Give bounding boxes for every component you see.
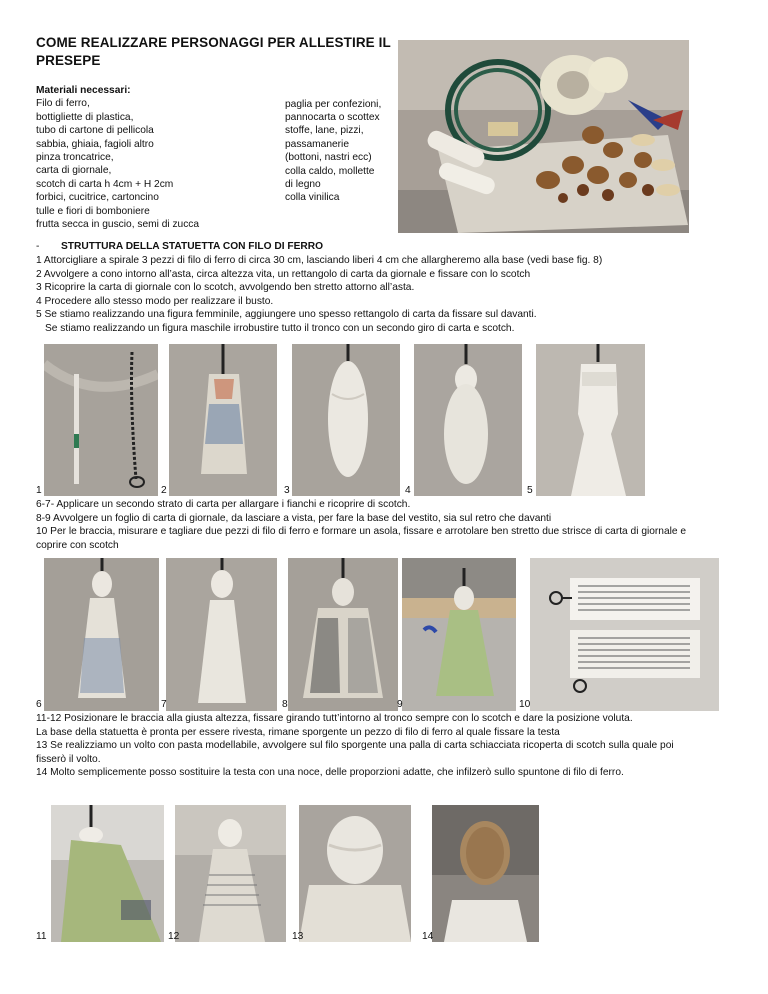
photo-step-5 [536,344,645,496]
figure-number: 10 [519,699,531,710]
step-text: 14 Molto semplicemente posso sostituire la testa con una noce, delle proporzioni adatte, che infilzerò sullo spuntone di filo di ferro. [36,767,624,779]
step-text: 2 Avvolgere a cono intorno all’asta, circa altezza vita, un rettangolo di carta da giornale e fissare con lo scotch [36,268,531,280]
step-text: 4 Procedere allo stesso modo per realizzare il busto. [36,295,274,307]
material-item: frutta secca in guscio, semi di zucca [36,219,200,231]
step-text: fisserò il volto. [36,753,101,765]
step-text: Se stiamo realizzando un figura maschile irrobustire tutto il tronco con un secondo giro di carta e scotch. [45,322,515,334]
materials-heading: Materiali necessari: [36,85,131,96]
material-item: pannocarta o scottex [285,111,380,123]
step-text: 3 Ricoprire la carta di giornale con lo scotch, avvolgendo ben stretto attorno all’asta. [36,282,415,294]
steps-block-a [36,254,602,336]
photo-step-6 [44,558,159,711]
material-item: colla caldo, mollette [285,165,375,177]
photo-step-8 [288,558,398,711]
step-text: 6-7- Applicare un secondo strato di carta per allargare i fianchi e ricoprire di scotch. [36,499,411,510]
materials-col2 [285,98,405,205]
photo-step-7 [166,558,277,711]
photo-step-11 [51,805,164,942]
section-heading: STRUTTURA DELLA STATUETTA CON FILO DI FERRO [61,241,324,252]
material-item: (bottoni, nastri ecc) [285,152,372,164]
step-text: 10 Per le braccia, misurare e tagliare due pezzi di filo di ferro e formare un asola, fissare e arrotolare ben stretto due strisce di carta di giornale e [36,526,687,538]
figure-number: 6 [36,699,42,710]
material-item: pinza troncatrice, [36,152,114,164]
figure-number: 13 [292,931,304,942]
material-item: scotch di carta h 4cm + H 2cm [36,178,174,190]
steps-block-b [36,498,686,552]
step-text: La base della statuetta è pronta per essere rivesta, rimane sporgente un pezzo di filo di ferro al quale fissare la testa [36,726,560,738]
figure-number: 14 [422,931,434,942]
material-item: forbici, cucitrice, cartoncino [36,192,159,204]
material-item: tulle e fiori di bomboniere [36,205,150,217]
photo-step-4 [414,344,522,496]
figure-number: 7 [161,699,167,710]
photo-step-2 [169,344,277,496]
step-text: 8-9 Avvolgere un foglio di carta di giornale, da lasciare a vista, per fare la base del vestito, sia sul retro che davanti [36,512,552,524]
step-text: coprire con scotch [36,539,119,551]
figure-number: 2 [161,485,167,496]
photo-step-9 [402,558,516,711]
material-item: Filo di ferro, [36,98,90,110]
photo-step-3 [292,344,400,496]
photo-step-12 [175,805,286,942]
material-item: passamanerie [285,138,349,150]
material-item: sabbia, ghiaia, fagioli altro [36,138,154,150]
photo-step-13 [299,805,411,942]
figure-number: 8 [282,699,288,710]
figure-number: 9 [397,699,403,710]
material-item: bottigliette di plastica, [36,111,134,123]
material-item: paglia per confezioni, [285,98,382,110]
page-title: COME REALIZZARE PERSONAGGI PER ALLESTIRE IL PRESEPE [36,35,391,68]
step-text: 5 Se stiamo realizzando una figura femminile, aggiungere uno spesso rettangolo di carta da fissare sul davanti. [36,309,537,321]
material-item: colla vinilica [285,192,340,204]
figure-number: 5 [527,485,533,496]
step-text: 11-12 Posizionare le braccia alla giusta altezza, fissare girando tutt’intorno al tronco sempre con lo scotch e dare la posizione voluta. [36,713,633,724]
step-text: 13 Se realizziamo un volto con pasta modellabile, avvolgere sul filo sporgente una palla di carta schiacciata ricoperta di scotch sulla quale poi [36,740,674,752]
photo-step-1 [44,344,158,496]
materials-col1 [36,84,266,231]
figure-number: 11 [36,931,47,942]
figure-number: 1 [36,485,42,496]
figure-number: 4 [405,485,411,496]
material-item: carta di giornale, [36,165,112,177]
figure-number: 3 [284,485,290,496]
section-dash: - [36,241,40,252]
steps-block-c [36,712,674,780]
material-item: stoffe, lane, pizzi, [285,125,364,137]
step-text: 1 Attorcigliare a spirale 3 pezzi di filo di ferro di circa 30 cm, lasciando liberi 4 cm che allargheremo alla base (vedi base fig. 8) [36,255,603,266]
photo-step-14 [432,805,539,942]
materials-photo [398,40,689,233]
photo-step-10 [530,558,719,711]
figure-number: 12 [168,931,180,942]
material-item: tubo di cartone di pellicola [36,125,154,137]
material-item: di legno [285,178,321,190]
